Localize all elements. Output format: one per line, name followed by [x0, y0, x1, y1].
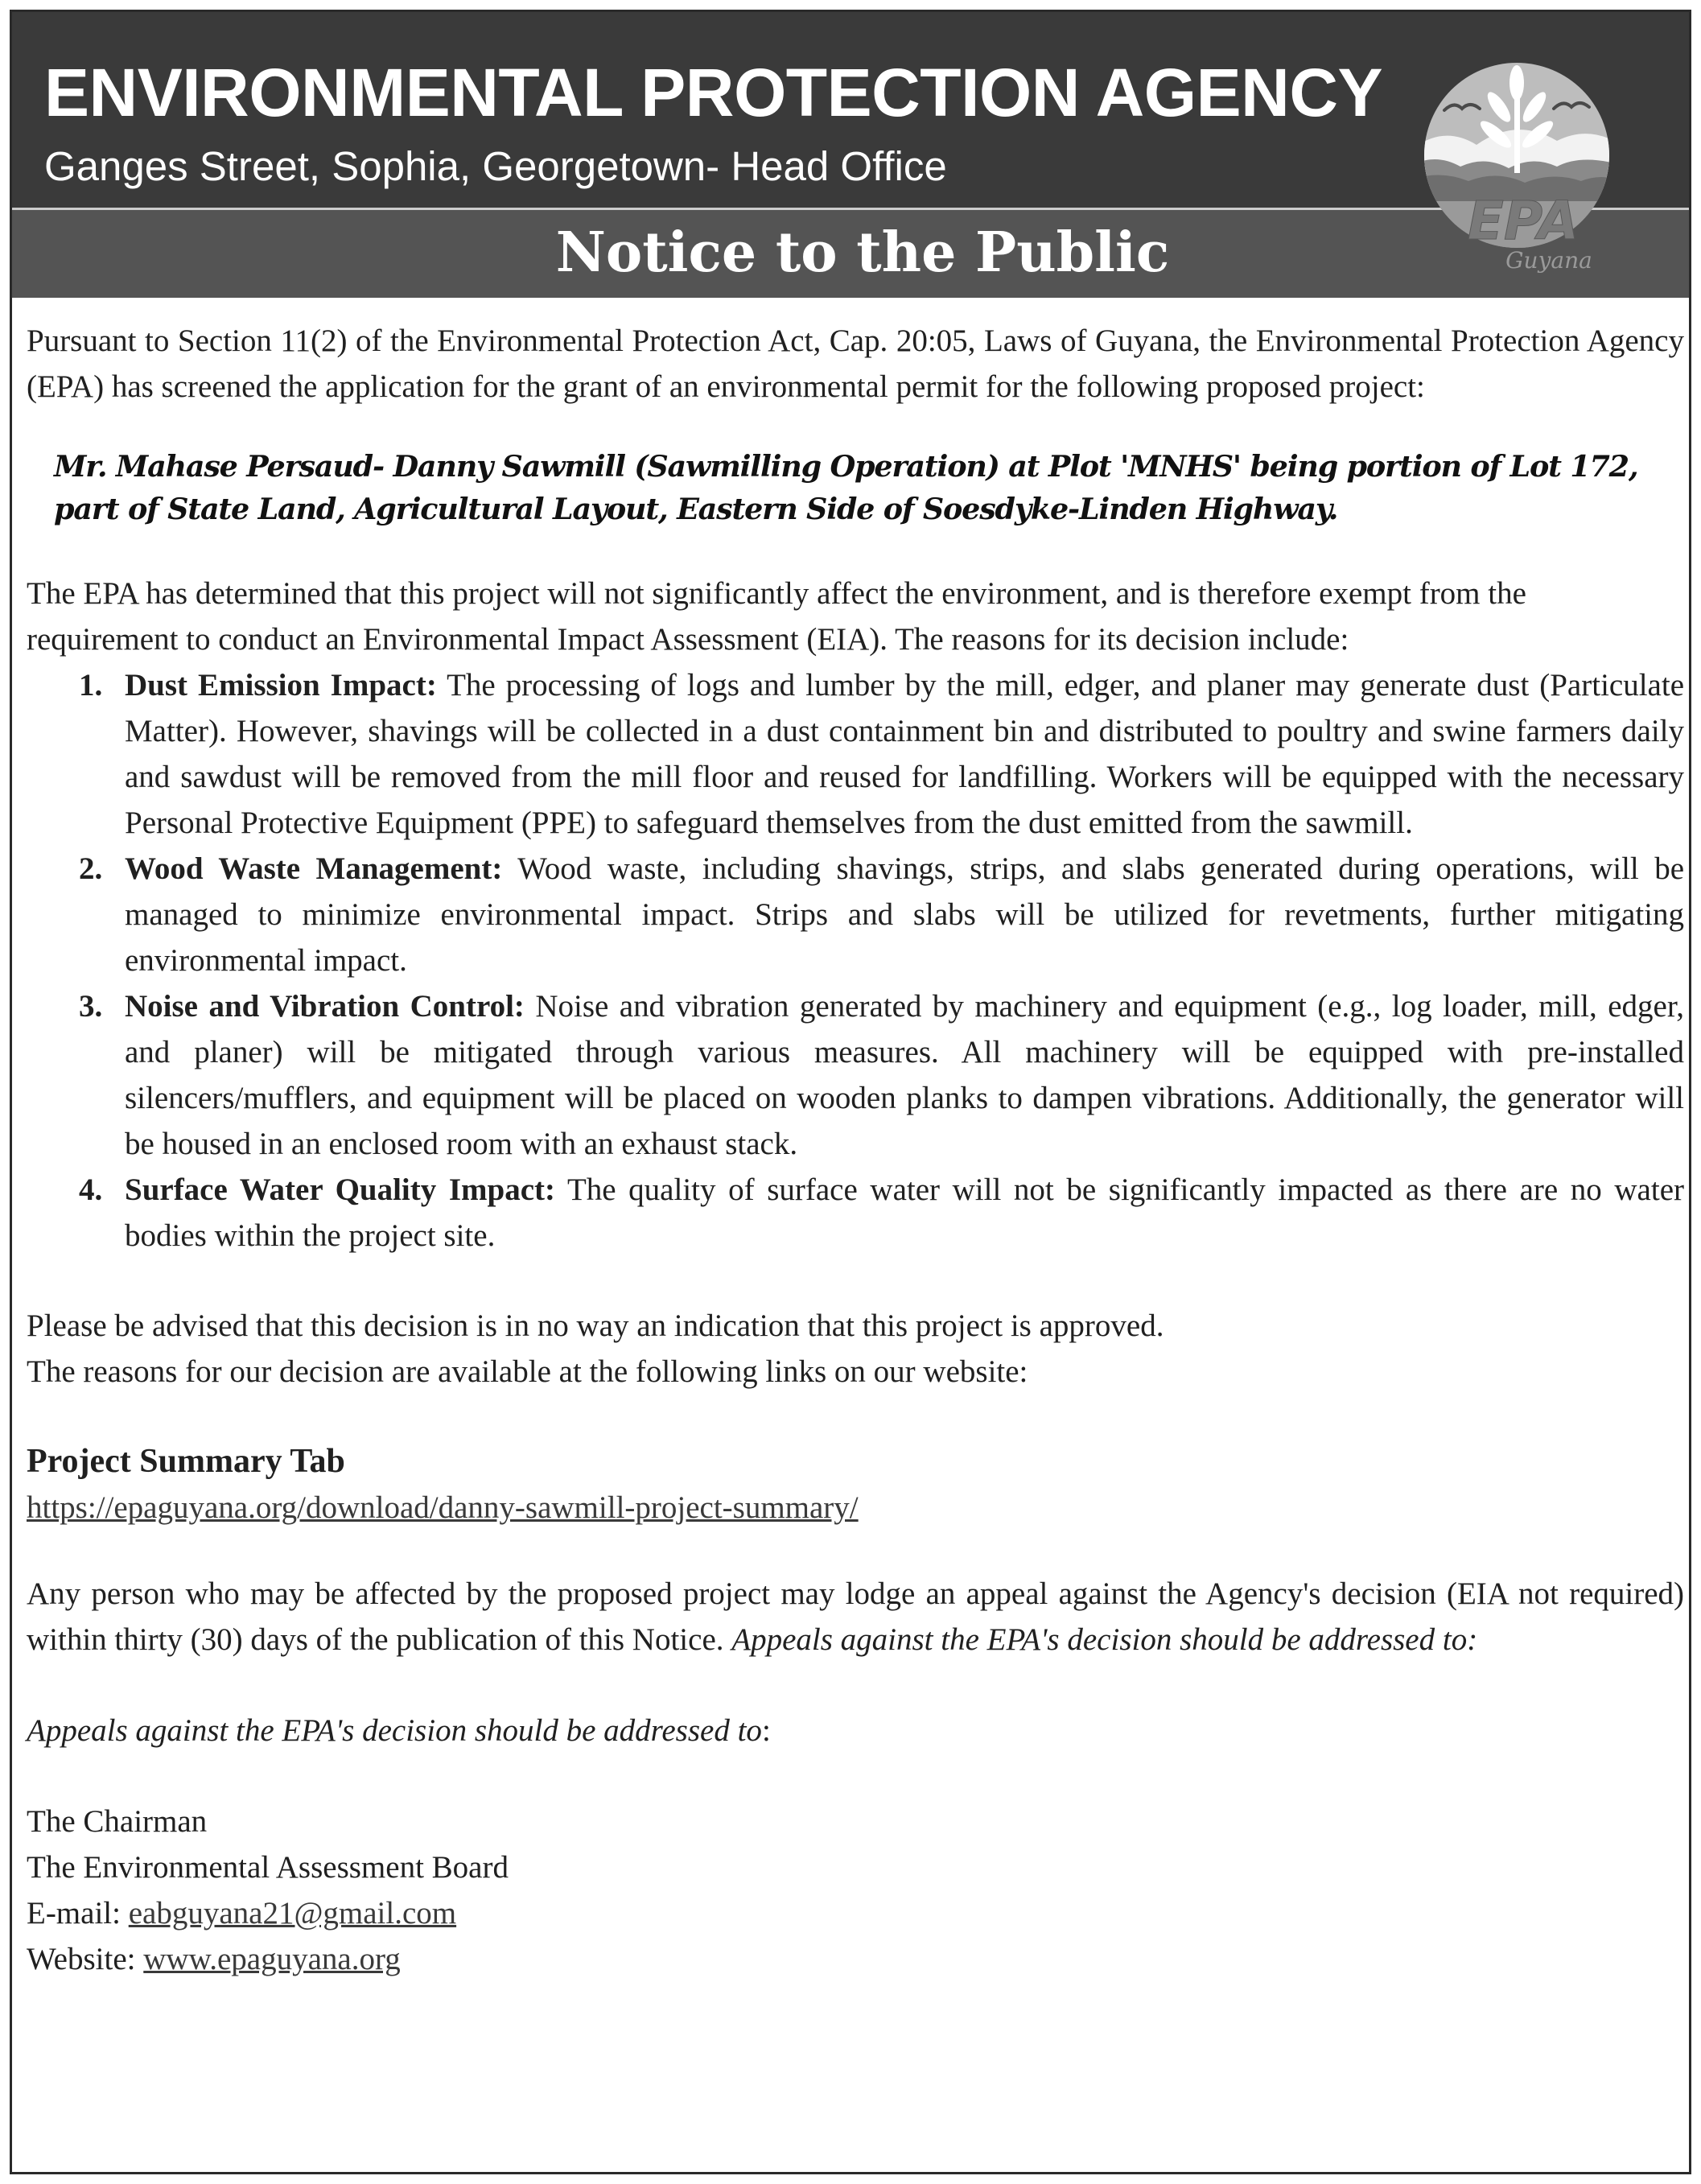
reason-title: Surface Water Quality Impact: [125, 1172, 556, 1207]
contact-board: The Environmental Assessment Board [27, 1850, 509, 1885]
reason-title: Wood Waste Management: [125, 851, 503, 886]
public-notice [10, 10, 1691, 2174]
appeals-addressed-line [27, 1708, 1684, 1753]
list-item [27, 983, 1684, 1167]
reason-title: Dust Emission Impact: [125, 668, 437, 703]
contact-email-line [27, 1890, 1684, 1936]
email-label: E-mail: [27, 1896, 121, 1931]
project-summary-link[interactable]: https://epaguyana.org/download/danny-sawmill-project-summary/ [27, 1490, 859, 1525]
agency-name: ENVIRONMENTAL PROTECTION AGENCY [44, 55, 1383, 130]
appeals-addressed-text: Appeals against the EPA's decision should be addressed to [27, 1713, 762, 1748]
advice-line: Please be advised that this decision is in no way an indication that this project is approved. [27, 1308, 1164, 1343]
advice-line: The reasons for our decision are available at the following links on our website: [27, 1354, 1028, 1389]
reason-text: The quality of surface water will not be significantly impacted as there are no water bodies within the project site. [125, 1172, 1685, 1253]
intro-paragraph: Pursuant to Section 11(2) of the Environmental Protection Act, Cap. 20:05, Laws of Guyana, the Environmental Protection Agency (EPA) has screened the application for the grant of an environmental permit for the following proposed project: [27, 323, 1684, 404]
reason-title: Noise and Vibration Control: [125, 989, 525, 1024]
determination-paragraph: The EPA has determined that this project will not significantly affect the environment, and is therefore exempt from the requirement to conduct an Environmental Impact Assessment (EIA). The reasons for its decision include: [27, 576, 1526, 657]
reason-number: 3. [79, 989, 103, 1024]
logo-subtext: Guyana [1505, 247, 1592, 274]
appeals-addressed-colon: : [761, 1713, 771, 1748]
contact-block [27, 1799, 1684, 1982]
logo-text: EPA [1467, 190, 1580, 252]
reason-number: 1. [79, 668, 103, 703]
reason-text: The processing of logs and lumber by the mill, edger, and planer may generate dust (Particulate Matter). However, shavings will be collected in a dust containment bin and distributed to poultry and swine farmers daily and sawdust will be removed from the mill floor and reused for landfilling. Workers will be equipped with the necessary Personal Protective Equipment (PPE) to safeguard themselves from the dust emitted from the sawmill. [125, 668, 1685, 840]
website-label: Website: [27, 1942, 136, 1976]
appeal-paragraph [27, 1571, 1684, 1663]
contact-website-line [27, 1936, 1684, 1982]
reason-text: Noise and vibration generated by machinery and equipment (e.g., log loader, mill, edger, and planer) will be mitigated through various measures. All machinery will be equipped with pre-installed silencers/mufflers, and equipment will be placed on wooden planks to dampen vibrations. Additionally, the generator will be housed in an enclosed room with an exhaust stack. [125, 989, 1685, 1161]
appeal-text: Any person who may be affected by the proposed project may lodge an appeal against the Agency's decision (EIA not required) within thirty (30) days of the publication of this Notice. [27, 1576, 1684, 1657]
list-item [27, 1167, 1684, 1259]
notice-title: Notice to the Public [555, 220, 1170, 285]
agency-address: Ganges Street, Sophia, Georgetown- Head Office [44, 143, 947, 189]
reason-text: Wood waste, including shavings, strips, and slabs generated during operations, will be managed to minimize environmental impact. Strips and slabs will be utilized for revetments, further mitigating environmental impact. [125, 851, 1684, 978]
project-summary-heading: Project Summary Tab [27, 1443, 345, 1480]
contact-chairman: The Chairman [27, 1804, 208, 1839]
notice-body [27, 318, 1684, 1982]
advice-block [27, 1303, 1684, 1395]
email-link[interactable]: eabguyana21@gmail.com [128, 1896, 457, 1931]
reason-number: 4. [79, 1172, 103, 1207]
reasons-list [27, 662, 1684, 1259]
website-link[interactable]: www.epaguyana.org [143, 1942, 401, 1976]
list-item [27, 846, 1684, 983]
reason-number: 2. [79, 851, 103, 886]
appeal-italic: Appeals against the EPA's decision should be addressed to: [731, 1622, 1478, 1657]
epa-logo [1412, 60, 1621, 278]
project-name: Mr. Mahase Persaud- Danny Sawmill (Sawmilling Operation) at Plot 'MNHS' being portion of Lot 172, part of State Land, Agricultural Layout, Eastern Side of Soesdyke-Linden Highway. [54, 449, 1638, 526]
list-item [27, 662, 1684, 846]
